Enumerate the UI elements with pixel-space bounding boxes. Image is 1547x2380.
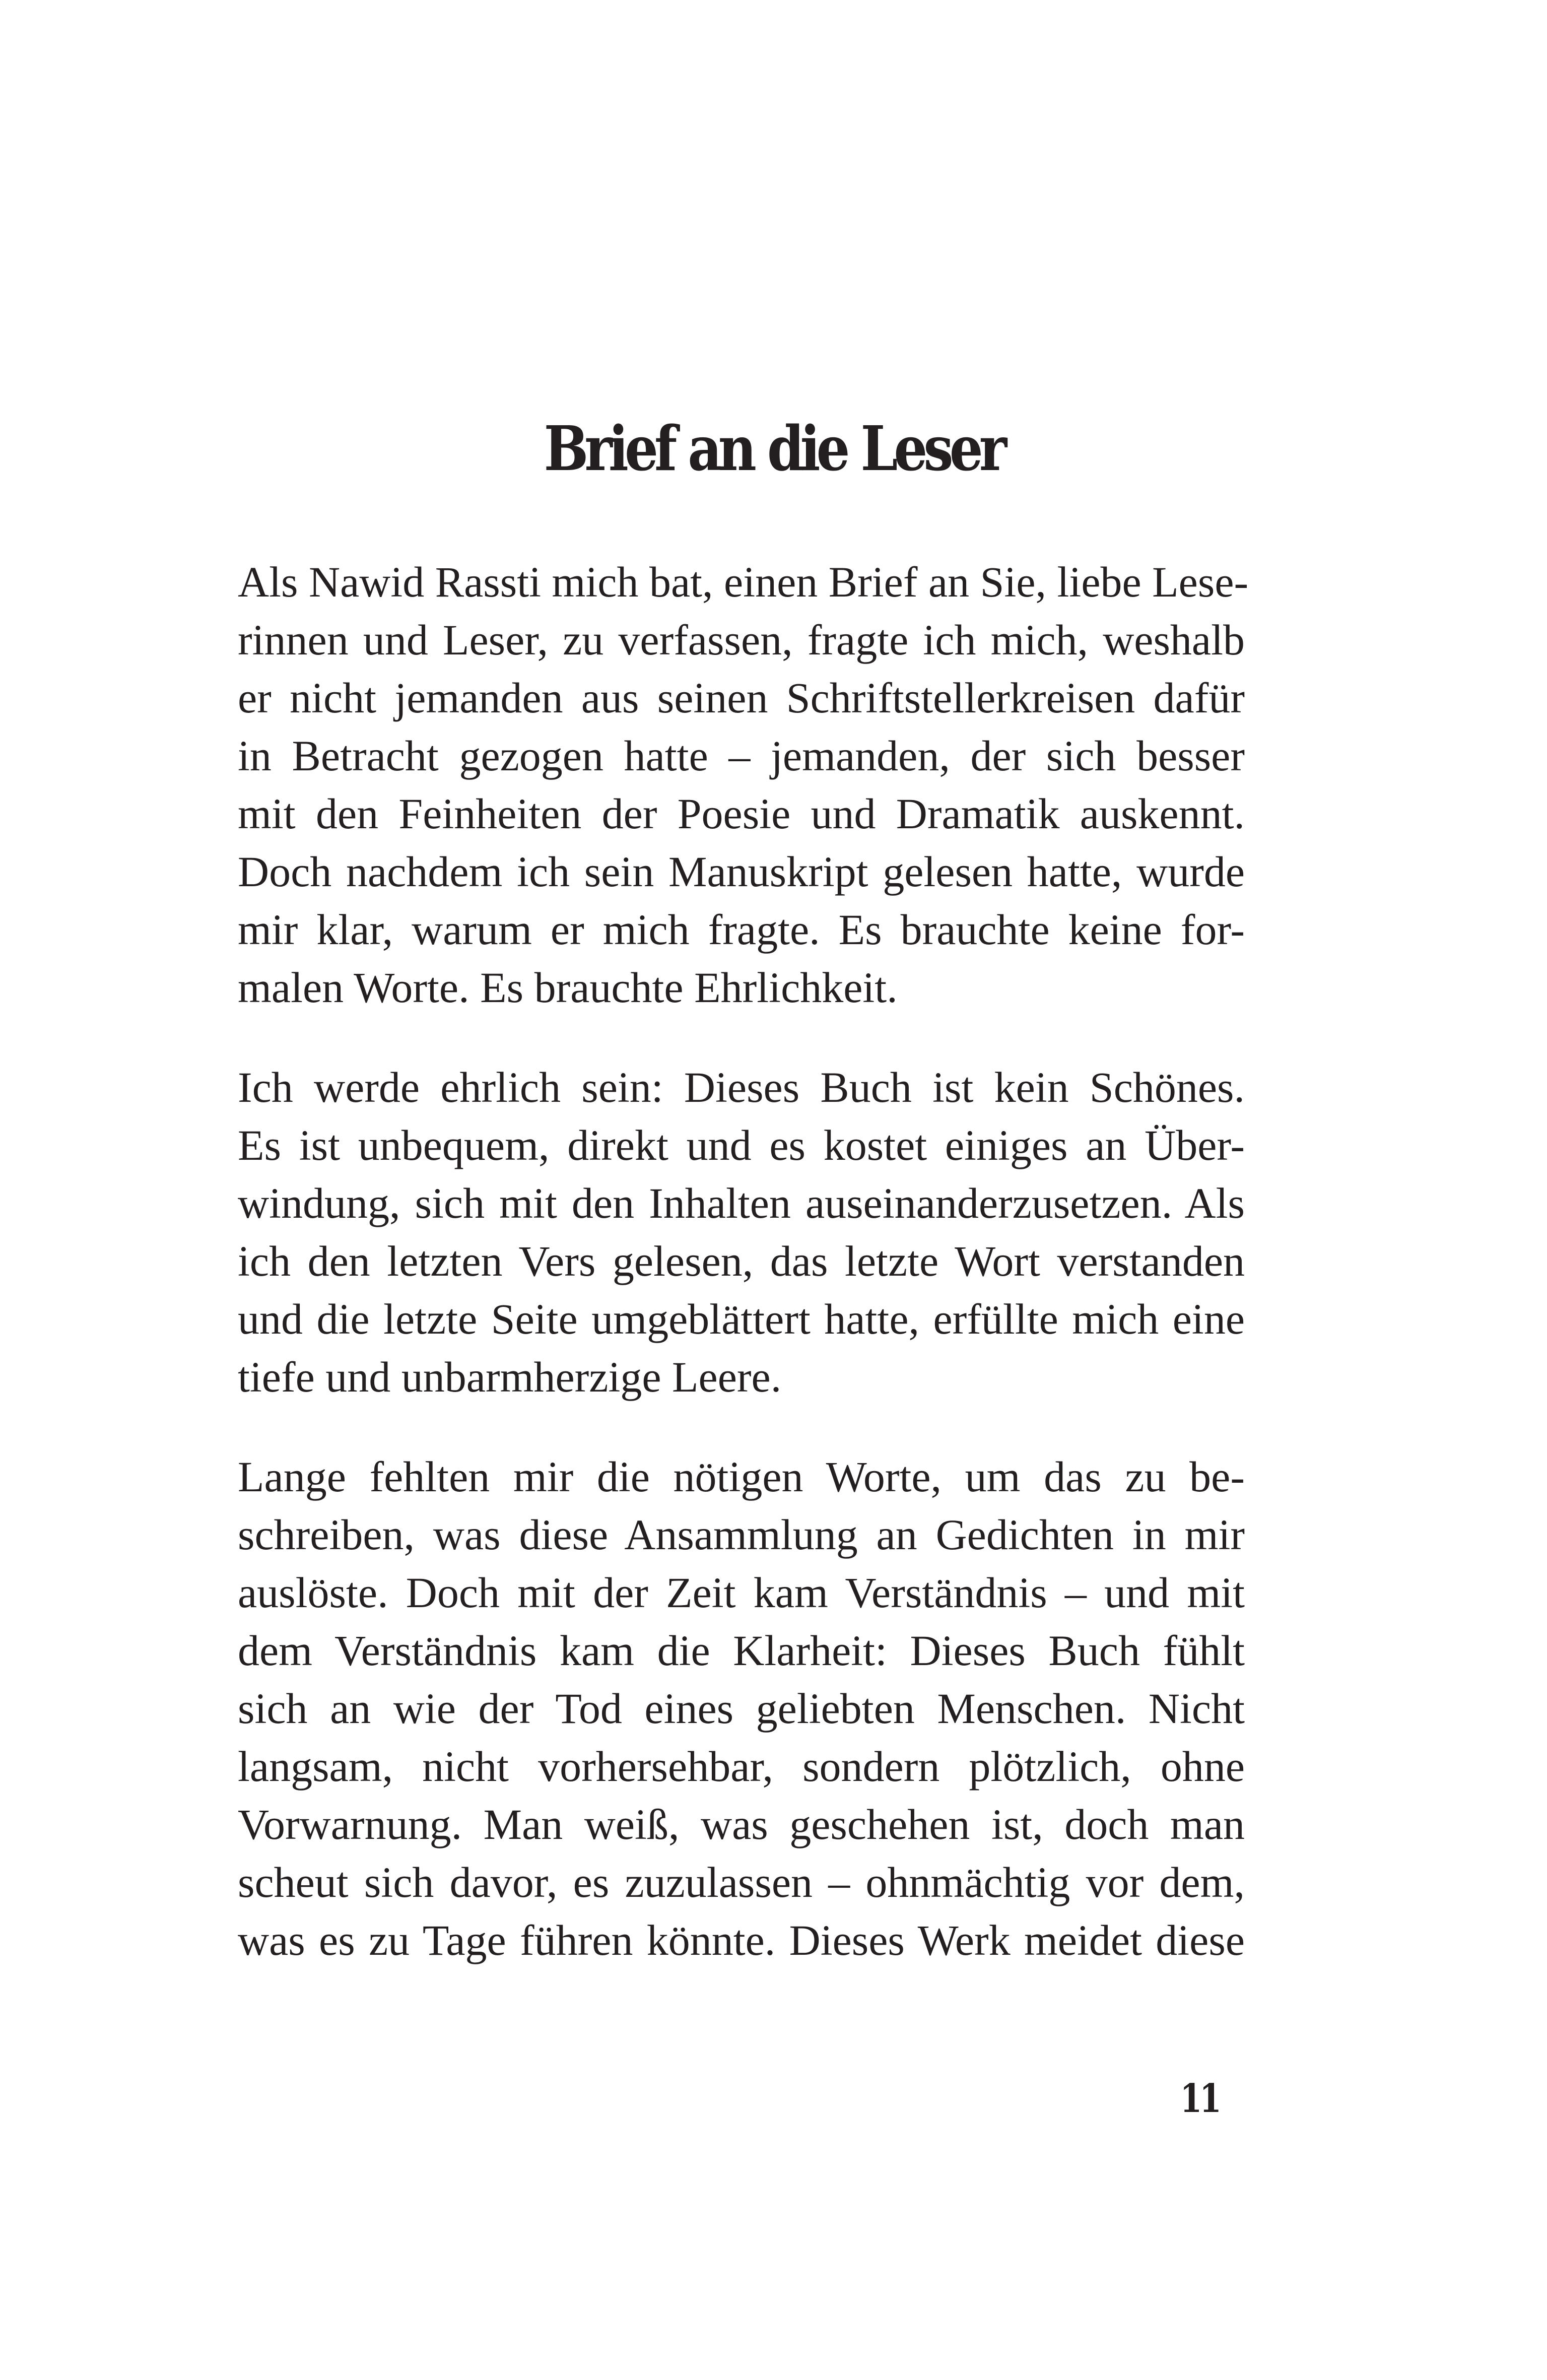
text-line: Als Nawid Rassti mich bat, einen Brief an Sie, liebe Lese- (238, 558, 1249, 606)
text-line: er nicht jemanden aus seinen Schriftstellerkreisen dafür (238, 674, 1245, 722)
text-line: und die letzte Seite umgeblättert hatte, erfüllte mich eine (238, 1295, 1245, 1343)
text-line: schreiben, was diese Ansammlung an Gedichten in mir (238, 1510, 1245, 1559)
text-line: auslöste. Doch mit der Zeit kam Verständnis – und mit (238, 1568, 1245, 1617)
text-line: sich an wie der Tod eines geliebten Menschen. Nicht (238, 1684, 1245, 1733)
text-line: mit den Feinheiten der Poesie und Dramatik auskennt. (238, 789, 1245, 838)
text-line: rinnen und Leser, zu verfassen, fragte ich mich, weshalb (238, 616, 1245, 664)
body-text (238, 553, 1249, 2011)
text-line: Vorwarnung. Man weiß, was geschehen ist, doch man (238, 1800, 1245, 1848)
text-line: scheut sich davor, es zuzulassen – ohnmächtig vor dem, (238, 1858, 1245, 1906)
text-line: Es ist unbequem, direkt und es kostet einiges an Über- (238, 1121, 1245, 1169)
text-line: windung, sich mit den Inhalten auseinanderzusetzen. Als (238, 1179, 1245, 1227)
text-line: in Betracht gezogen hatte – jemanden, der sich besser (238, 732, 1245, 780)
paragraph-1 (238, 553, 1249, 1017)
text-line: Lange fehlten mir die nötigen Worte, um das zu be- (238, 1452, 1245, 1501)
text-line: Ich werde ehrlich sein: Dieses Buch ist kein Schönes. (238, 1063, 1245, 1111)
paragraph-2 (238, 1059, 1245, 1406)
text-line: was es zu Tage führen könnte. Dieses Werk meidet diese (238, 1916, 1245, 1964)
page-title: Brief an die Leser (544, 412, 1003, 485)
text-line: Doch nachdem ich sein Manuskript gelesen hatte, wurde (238, 847, 1245, 896)
paragraph-3 (238, 1448, 1245, 1969)
text-line: malen Worte. Es brauchte Ehrlichkeit. (238, 963, 898, 1012)
text-line: dem Verständnis kam die Klarheit: Dieses Buch fühlt (238, 1626, 1245, 1675)
text-line: mir klar, warum er mich fragte. Es brauchte keine for- (238, 905, 1245, 954)
text-line: ich den letzten Vers gelesen, das letzte Wort verstanden (238, 1237, 1245, 1285)
text-line: langsam, nicht vorhersehbar, sondern plötzlich, ohne (238, 1742, 1245, 1791)
page-number: 11 (1180, 2076, 1219, 2122)
text-line: tiefe und unbarmherzige Leere. (238, 1353, 782, 1401)
